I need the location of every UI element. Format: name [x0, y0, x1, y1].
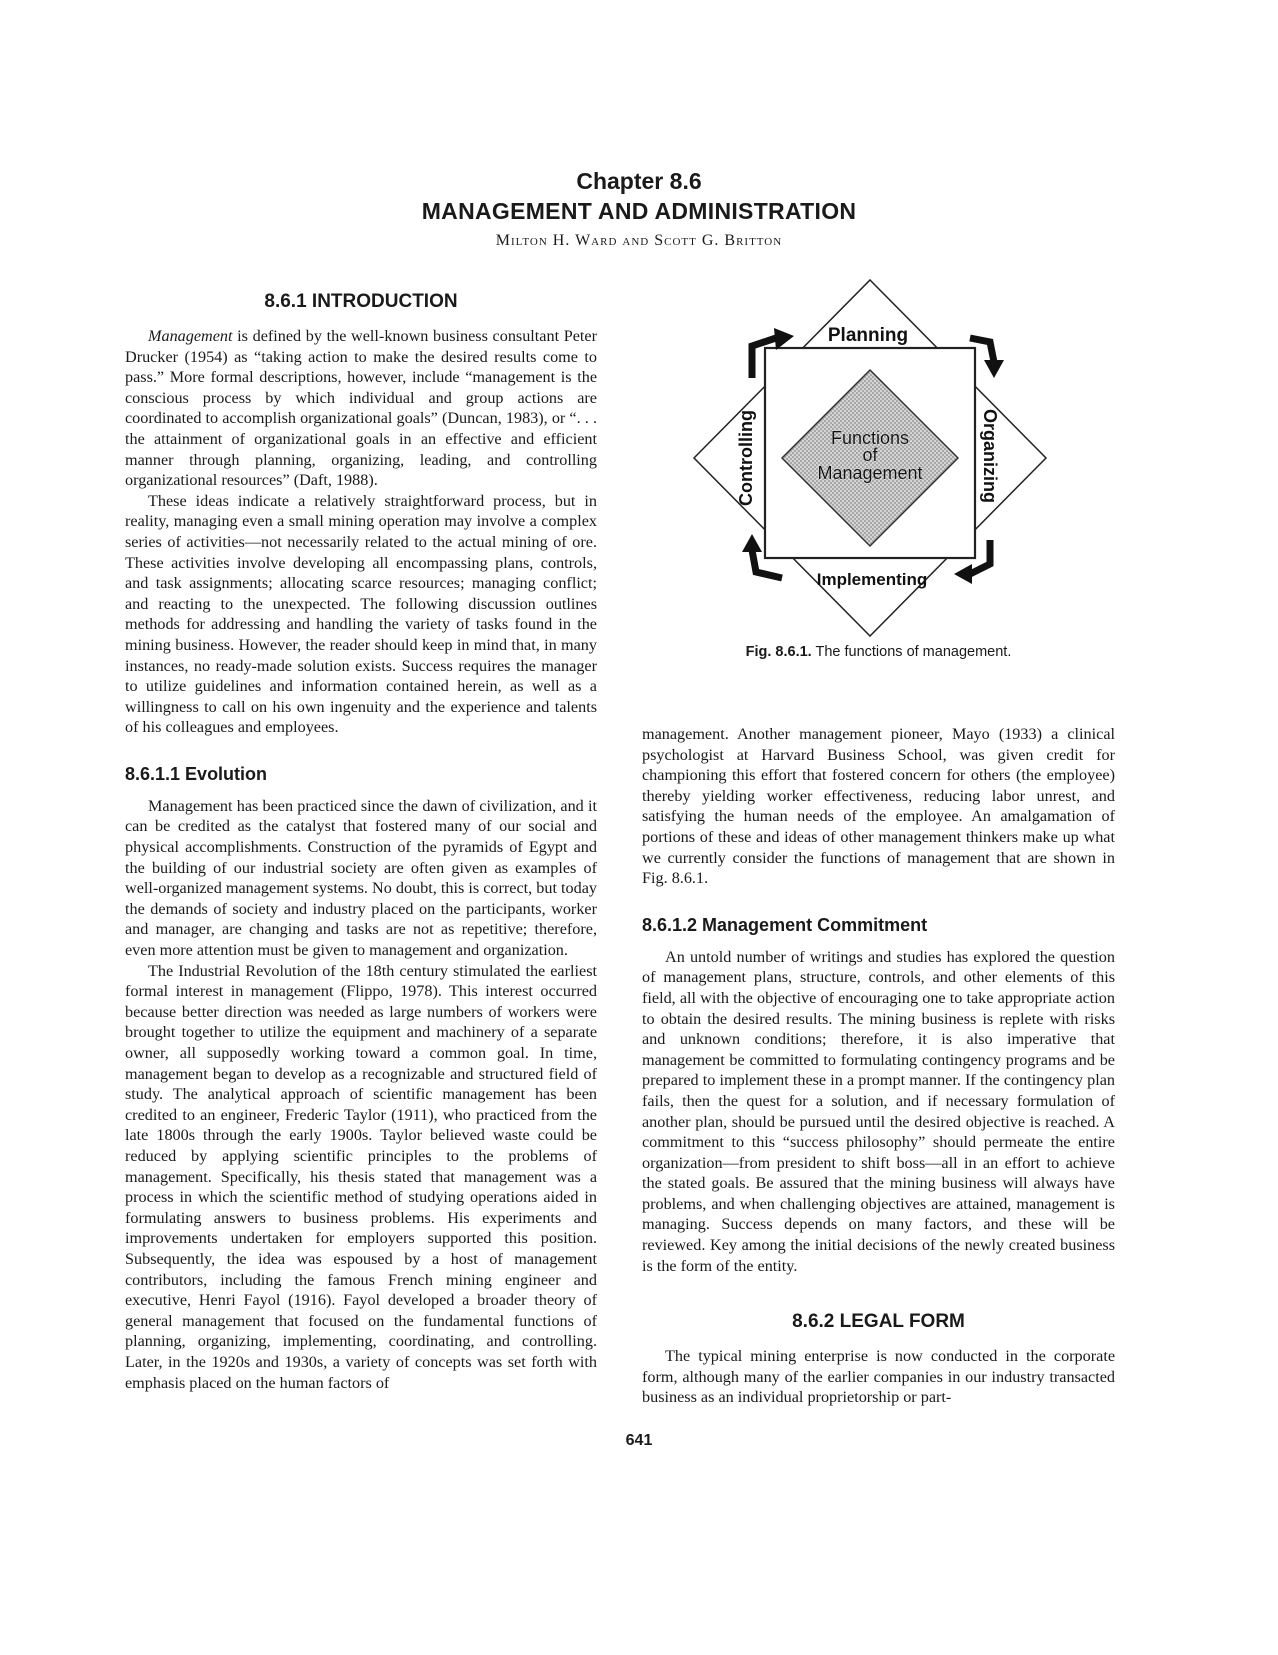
intro-paragraph-2: These ideas indicate a relatively straightforward process, but in reality, managing even a small mining operation may involve a complex series of activities—not necessarily related to the actual mining of ore. These activities involve developing all encompassing plans, controls, and task assignments; allocating scarce resources; managing conflict; and reacting to the unexpected. The following discussion outlines methods for addressing and handling the variety of tasks found in the mining business. However, the reader should keep in mind that, in many instances, no ready-made solution exists. Success requires the manager to utilize guidelines and information contained herein, as well as a willingness to call on his own ingenuity and the experience and talents of his colleagues and employees.: [125, 491, 597, 737]
figure-caption: [642, 642, 1115, 662]
figure-caption-text: The functions of management.: [811, 644, 1012, 660]
figure-caption-label: Fig. 8.6.1.: [745, 644, 812, 660]
evolution-paragraph-2-continued: management. Another management pioneer, Mayo (1933) a clinical psychologist at Harvard Business School, was given credit for championing this effort that fostered concern for others (the employee) thereby yielding worker effectiveness, reducing labor unrest, and satisfying the human needs of the employee. An amalgamation of portions of these and ideas of other management thinkers make up what we currently consider the functions of management that are shown in Fig. 8.6.1.: [642, 725, 1115, 888]
legal-paragraph-1: The typical mining enterprise is now conducted in the corporate form, although many of the earlier companies in our industry transacted business as an individual proprietorship or part-: [642, 1347, 1115, 1407]
functions-of-management-figure: [690, 278, 1050, 640]
page-number: 641: [625, 1432, 653, 1449]
label-controlling: Controlling: [736, 410, 756, 506]
commitment-paragraph-1: An untold number of writings and studies has explored the question of management plans, structure, controls, and other elements of this field, all with the objective of encouraging one to take appropriate action to obtain the desired results. The mining business is replete with risks and unknown conditions; therefore, it is also imperative that management be committed to formulating contingency programs and be prepared to implement these in a prompt manner. If the contingency plan fails, then the quest for a solution, and if necessary formulation of another plan, should be pursued until the desired objective is reached. A commitment to this “success philosophy” should permeate the entire organization—from president to shift boss—all in an effort to achieve the stated goals. Be assured that the mining business will always have problems, and when challenging objectives are attained, management is managing. Success depends on many factors, and these will be reviewed. Key among the initial decisions of the newly created business is the form of the entity.: [642, 947, 1115, 1275]
intro-paragraph-1: [125, 326, 597, 491]
chapter-title: MANAGEMENT AND ADMINISTRATION: [421, 198, 857, 224]
arrow-head-top-left: [774, 328, 794, 350]
intro-paragraph-1-text: is defined by the well-known business consultant Peter Drucker (1954) as “taking action to make the desired results come to pass.” More formal descriptions, however, include “management is the conscious process by which individual and group actions are coordinated to accomplish organizational goals” (Duncan, 1983), or “. . . the attainment of organizational goals in an effective and efficient manner through planning, organizing, leading, and controlling organizational resources” (Daft, 1988).: [125, 327, 597, 490]
label-implementing: Implementing: [816, 570, 928, 589]
intro-term: Management: [148, 327, 233, 345]
arrow-head-bottom-left: [742, 534, 762, 552]
chapter-header: [0, 166, 1278, 253]
arrow-head-bottom-right: [954, 564, 972, 584]
authors: Milton H. Ward and Scott G. Britton: [495, 232, 783, 249]
evolution-paragraph-2: The Industrial Revolution of the 18th century stimulated the earliest formal interest in management (Flippo, 1978). This interest occurred because better direction was needed as large numbers of workers were brought together to utilize the equipment and machinery of a separate owner, all supposedly working toward a common goal. In time, management began to develop as a recognizable and structured field of study. The analytical approach of scientific management has been credited to an engineer, Frederic Taylor (1911), who practiced from the late 1800s through the early 1900s. Taylor believed waste could be reduced by applying scientific principles to the problems of management. Specifically, his thesis stated that management was a process in which the scientific method of studying operations aided in formulating answers to business problems. His experiments and improvements undertaken for employers supported this position. Subsequently, the idea was espoused by a host of management contributors, including the famous French mining engineer and executive, Henri Fayol (1916). Fayol developed a broader theory of general management that focused on the fundamental functions of planning, organizing, implementing, coordinating, and controlling. Later, in the 1920s and 1930s, a variety of concepts was set forth with emphasis placed on the human factors of: [125, 961, 597, 1392]
left-column: [125, 290, 597, 1393]
evolution-paragraph-1: Management has been practiced since the dawn of civilization, and it can be credited as the catalyst that fostered many of our social and physical accomplishments. Construction of the pyramids of Egypt and the building of our industrial society are often given as examples of well-organized management systems. No doubt, this is correct, but today the demands of society and industry placed on the participants, worker and manager, are changing and tasks are not as repetitive; therefore, even more attention must be given to management and organization.: [125, 796, 597, 960]
right-column: [642, 724, 1115, 1408]
chapter-number: Chapter 8.6: [576, 168, 702, 194]
label-planning: Planning: [827, 325, 909, 346]
intro-heading: 8.6.1 INTRODUCTION: [264, 291, 458, 312]
evolution-heading: 8.6.1.1 Evolution: [125, 763, 268, 784]
arrow-head-top-right: [984, 360, 1004, 378]
label-organizing: Organizing: [980, 409, 1000, 503]
center-line-2: of: [862, 445, 878, 465]
center-line-1: Functions: [830, 428, 910, 448]
center-line-3: Management: [817, 463, 923, 483]
commitment-heading: 8.6.1.2 Management Commitment: [642, 914, 928, 935]
legal-heading: 8.6.2 LEGAL FORM: [792, 1311, 965, 1333]
